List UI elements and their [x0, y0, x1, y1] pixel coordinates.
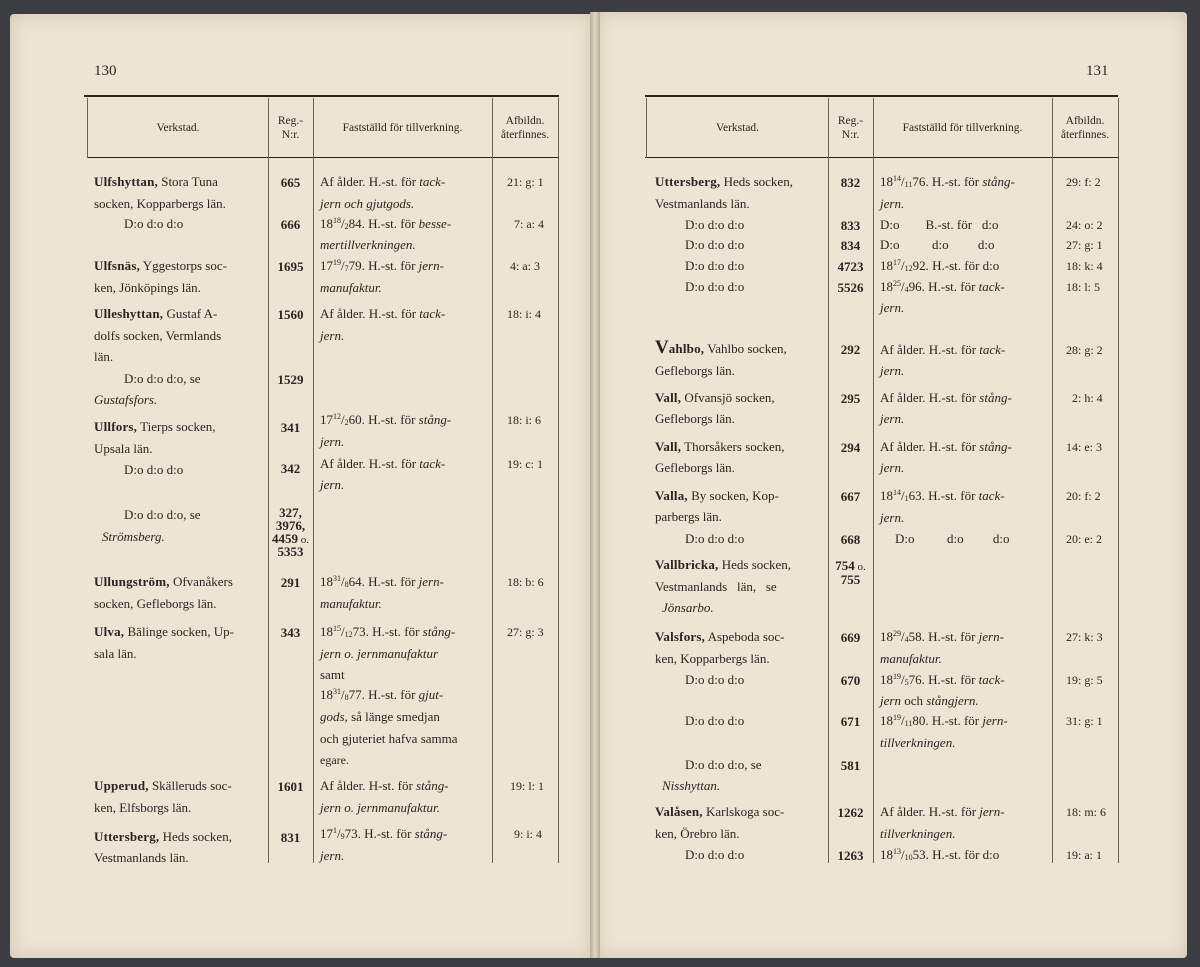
header-afbild: Afbildn. återfinnes. — [1060, 115, 1110, 141]
entry-faststald-cont: jern. — [880, 510, 905, 525]
book-gutter — [590, 12, 600, 958]
entry-faststald-cont: tillverkningen. — [880, 735, 956, 750]
entry-faststald: $18^{25}/_496$. H.-st. för tack- — [880, 279, 1005, 294]
entry-reg: 1262 — [837, 805, 864, 820]
entry-faststald: Af ålder. H.-st. för stång- — [880, 439, 1012, 454]
entry-afbild: 9: i: 4 — [514, 827, 543, 841]
entry-faststald: $17^{19}/_779$. H.-st. för jern- — [320, 258, 444, 273]
entry-reg: 342 — [280, 461, 301, 476]
column-divider — [1052, 98, 1053, 863]
entry-afbild: 21: g: 1 — [507, 175, 544, 189]
entry-faststald: $17^1/_973$. H.-st. för stång- — [320, 826, 448, 841]
entry-faststald-cont: tillverkningen. — [880, 826, 956, 841]
entry-faststald-cont: jern och gjutgods. — [320, 196, 415, 211]
entry-reg: 3976, — [275, 518, 306, 533]
entry-verkstad: D:o d:o d:o, se — [124, 371, 201, 386]
entry-verkstad-cont: ken, Elfsborgs län. — [94, 800, 192, 815]
entry-afbild: 27: k: 3 — [1066, 630, 1103, 644]
entry-reg: 1529 — [277, 372, 304, 387]
entry-faststald-cont: $18^{31}/_877$. H.-st. för gjut- — [320, 687, 444, 702]
entry-verkstad: D:o d:o d:o — [685, 713, 745, 728]
entry-reg: 343 — [280, 625, 301, 640]
entry-reg: 671 — [840, 714, 861, 729]
header-verkstad: Verkstad. — [715, 122, 760, 134]
entry-reg: 669 — [840, 630, 861, 645]
entry-reg: 1263 — [837, 848, 864, 863]
entry-verkstad: Ulva, Bälinge socken, Up- — [94, 624, 235, 639]
entry-afbild: 19: c: 1 — [507, 457, 543, 471]
entry-afbild: 20: e: 2 — [1066, 532, 1102, 546]
entry-faststald-cont: manufaktur. — [320, 280, 382, 295]
entry-reg: 834 — [840, 238, 861, 253]
entry-faststald: $18^{14}/_{11}76$. H.-st. för stång- — [880, 174, 1015, 189]
entry-verkstad-cont: Gefleborgs län. — [655, 411, 735, 426]
entry-reg: 5526 — [837, 280, 864, 295]
entry-afbild: 18: b: 6 — [507, 575, 544, 589]
page-number-left: 130 — [94, 63, 117, 79]
entry-reg: 4459 o. — [272, 531, 309, 546]
entry-reg: 291 — [280, 575, 301, 590]
entry-verkstad-cont: ken, Kopparbergs län. — [655, 651, 770, 666]
entry-faststald: Af ålder. H-st. för stång- — [320, 778, 449, 793]
entry-reg: 667 — [840, 489, 861, 504]
entry-reg: 754 o. — [835, 558, 866, 573]
entry-verkstad-cont: Vestmanlands län, se — [655, 579, 777, 594]
entry-verkstad-cont: socken, Kopparbergs län. — [94, 196, 226, 211]
entry-faststald: $18^{18}/_284$. H.-st. för besse- — [320, 216, 452, 231]
entry-faststald-cont: jern. — [880, 300, 905, 315]
entry-reg: 1695 — [277, 259, 304, 274]
entry-afbild: 7: a: 4 — [514, 217, 544, 231]
entry-reg: 666 — [280, 217, 301, 232]
entry-reg: 1601 — [277, 779, 304, 794]
header-faststald: Fastställd för tillverkning. — [902, 122, 1023, 134]
entry-faststald: Af ålder. H.-st. för stång- — [880, 390, 1012, 405]
header-faststald: Fastställd för tillverkning. — [342, 122, 463, 134]
entry-faststald-cont: jern. — [320, 848, 345, 863]
entry-afbild: 18: m: 6 — [1066, 805, 1107, 819]
entry-verkstad: Vall, Ofvansjö socken, — [655, 390, 775, 405]
entry-faststald-cont: gods, så länge smedjan — [320, 709, 440, 724]
entry-verkstad: Vallbricka, Heds socken, — [655, 557, 792, 572]
entry-verkstad: Uttersberg, Heds socken, — [655, 174, 793, 189]
entry-reg: 4723 — [837, 259, 864, 274]
entry-faststald: $18^{15}/_{12}73$. H.-st. för stång- — [320, 624, 456, 639]
entry-verkstad: Ulleshyttan, Gustaf A- — [94, 306, 218, 321]
entry-faststald: Af ålder. H.-st. för tack- — [320, 306, 446, 321]
header-afbild: Afbildn. återfinnes. — [500, 115, 550, 141]
entry-reg: 755 — [840, 572, 861, 587]
page-number-right: 131 — [1086, 63, 1109, 79]
entry-verkstad-cont: Gefleborgs län. — [655, 363, 735, 378]
entry-faststald-cont: jern. — [320, 328, 345, 343]
entry-faststald-cont: och gjuteriet hafva samma — [320, 731, 458, 746]
entry-verkstad-cont: parbergs län. — [655, 509, 722, 524]
entry-afbild: 28: g: 2 — [1066, 343, 1103, 357]
entry-verkstad: Ullungström, Ofvanåkers — [94, 574, 233, 589]
entry-verkstad: Ulfsnäs, Yggestorps soc- — [94, 258, 227, 273]
entry-afbild: 18: i: 4 — [507, 307, 542, 321]
entry-faststald-cont: manufaktur. — [880, 651, 942, 666]
entry-verkstad-cont: ken, Jönköpings län. — [94, 280, 201, 295]
table-top-rule — [84, 95, 559, 97]
column-divider — [268, 98, 269, 863]
entry-verkstad-cont: Strömsberg. — [102, 529, 165, 544]
entry-verkstad: D:o d:o d:o — [685, 672, 745, 687]
entry-verkstad: D:o d:o d:o — [124, 216, 184, 231]
entry-reg: 833 — [840, 218, 861, 233]
entry-faststald-cont: jern o. jernmanufaktur — [320, 646, 439, 661]
column-divider — [313, 98, 314, 863]
entry-afbild: 18: l: 5 — [1066, 280, 1101, 294]
entry-verkstad: D:o d:o d:o — [124, 462, 184, 477]
entry-afbild: 27: g: 1 — [1066, 238, 1103, 252]
entry-verkstad: Uttersberg, Heds socken, — [94, 829, 232, 844]
entry-faststald: Af ålder. H.-st. för jern- — [880, 804, 1005, 819]
entry-verkstad-cont: Vestmanlands län. — [94, 850, 189, 865]
entry-verkstad: Ulfshyttan, Stora Tuna — [94, 174, 218, 189]
entry-reg: 832 — [840, 175, 861, 190]
entry-verkstad: Valsfors, Aspeboda soc- — [655, 629, 785, 644]
entry-reg: 295 — [840, 391, 861, 406]
entry-afbild: 29: f: 2 — [1066, 175, 1101, 189]
entry-verkstad-cont: Nisshyttan. — [662, 778, 721, 793]
entry-reg: 670 — [840, 673, 861, 688]
header-bottom-rule — [645, 157, 1118, 158]
entry-afbild: 14: e: 3 — [1066, 440, 1102, 454]
entry-faststald-cont: jern och stångjern. — [880, 693, 979, 708]
entry-faststald: D:o d:o d:o — [880, 237, 995, 252]
entry-faststald: Af ålder. H.-st. för tack- — [320, 174, 446, 189]
entry-verkstad: D:o d:o d:o — [685, 847, 745, 862]
entry-afbild: 20: f: 2 — [1066, 489, 1101, 503]
entry-verkstad-cont: län. — [94, 349, 114, 364]
entry-faststald: $18^{31}/_864$. H.-st. för jern- — [320, 574, 444, 589]
entry-faststald-cont: jern. — [320, 477, 345, 492]
entry-verkstad: D:o d:o d:o, se — [685, 757, 762, 772]
entry-faststald: $18^{29}/_458$. H.-st. för jern- — [880, 629, 1004, 644]
column-divider — [1118, 98, 1119, 863]
entry-afbild: 18: k: 4 — [1066, 259, 1103, 273]
entry-faststald: $18^{19}/_576$. H.-st. för tack- — [880, 672, 1005, 687]
entry-verkstad: Ullfors, Tierps socken, — [94, 419, 216, 434]
entry-afbild: 19: l: 1 — [510, 779, 545, 793]
entry-faststald-cont: manufaktur. — [320, 596, 382, 611]
entry-verkstad-cont: Gustafsfors. — [94, 392, 158, 407]
entry-faststald: D:o B.-st. för d:o — [880, 217, 999, 232]
entry-verkstad-cont: Vestmanlands län. — [655, 196, 750, 211]
entry-afbild: 27: g: 3 — [507, 625, 544, 639]
entry-verkstad: D:o d:o d:o — [685, 279, 745, 294]
column-divider — [492, 98, 493, 863]
entry-faststald-cont: jern. — [320, 434, 345, 449]
entry-reg: 294 — [840, 440, 861, 455]
entry-verkstad: D:o d:o d:o — [685, 258, 745, 273]
entry-verkstad-cont: ken, Örebro län. — [655, 826, 740, 841]
entry-verkstad: D:o d:o d:o, se — [124, 507, 201, 522]
entry-verkstad-cont: Gefleborgs län. — [655, 460, 735, 475]
entry-verkstad: Valåsen, Karlskoga soc- — [655, 804, 785, 819]
entry-afbild: 19: a: 1 — [1066, 848, 1102, 862]
entry-reg: 665 — [280, 175, 301, 190]
entry-faststald: $18^{13}/_{10}53$. H.-st. för d:o — [880, 847, 1000, 862]
entry-faststald-cont: jern. — [880, 196, 905, 211]
entry-afbild: 18: i: 6 — [507, 413, 542, 427]
entry-verkstad-cont: sala län. — [94, 646, 137, 661]
table-top-rule — [645, 95, 1118, 97]
entry-reg: 1560 — [277, 307, 304, 322]
entry-afbild: 2: h: 4 — [1072, 391, 1103, 405]
entry-verkstad-cont: dolfs socken, Vermlands — [94, 328, 222, 343]
entry-faststald: Af ålder. H.-st. för tack- — [320, 456, 446, 471]
column-divider — [558, 98, 559, 863]
entry-faststald-cont: egare. — [320, 753, 349, 767]
entry-verkstad-cont: socken, Gefleborgs län. — [94, 596, 217, 611]
entry-reg: 5353 — [277, 544, 304, 559]
entry-reg: 292 — [840, 342, 861, 357]
header-reg: Reg.- N:r. — [277, 115, 304, 141]
entry-reg: 668 — [840, 532, 861, 547]
header-bottom-rule — [88, 157, 559, 158]
left-page — [10, 14, 592, 958]
header-reg: Reg.- N:r. — [837, 115, 864, 141]
entry-faststald: Af ålder. H.-st. för tack- — [880, 342, 1006, 357]
entry-faststald-cont: samt — [320, 667, 345, 682]
entry-verkstad: D:o d:o d:o — [685, 531, 745, 546]
entry-verkstad: Upperud, Skälleruds soc- — [94, 778, 232, 793]
entry-faststald: $18^{19}/_{11}80$. H.-st. för jern- — [880, 713, 1008, 728]
entry-verkstad: Valla, By socken, Kop- — [655, 488, 779, 503]
entry-afbild: 31: g: 1 — [1066, 714, 1103, 728]
entry-afbild: 19: g: 5 — [1066, 673, 1103, 687]
entry-verkstad-cont: Jönsarbo. — [662, 600, 714, 615]
entry-afbild: 24: o: 2 — [1066, 218, 1103, 232]
entry-verkstad: D:o d:o d:o — [685, 217, 745, 232]
entry-verkstad-cont: Upsala län. — [94, 441, 153, 456]
entry-verkstad: Vall, Thorsåkers socken, — [655, 439, 785, 454]
entry-faststald-cont: jern. — [880, 411, 905, 426]
entry-reg: 327, — [279, 505, 302, 520]
entry-faststald: $17^{12}/_260$. H.-st. för stång- — [320, 412, 452, 427]
header-verkstad: Verkstad. — [156, 122, 200, 134]
entry-reg: 341 — [280, 420, 301, 435]
entry-faststald: D:o d:o d:o — [895, 531, 1010, 546]
entry-faststald-cont: jern. — [880, 460, 905, 475]
entry-faststald-cont: mertillverkningen. — [320, 237, 416, 252]
entry-faststald: $18^{17}/_{12}92$. H.-st. för d:o — [880, 258, 1000, 273]
entry-faststald-cont: jern. — [880, 363, 905, 378]
entry-verkstad: Vahlbo, Vahlbo socken, — [655, 337, 787, 358]
column-divider — [873, 98, 874, 863]
entry-afbild: 4: a: 3 — [510, 259, 540, 273]
entry-verkstad: D:o d:o d:o — [685, 237, 745, 252]
entry-reg: 831 — [280, 830, 301, 845]
entry-faststald-cont: jern o. jernmanufaktur. — [320, 800, 440, 815]
entry-reg: 581 — [840, 758, 861, 773]
entry-faststald: $18^{14}/_163$. H.-st. för tack- — [880, 488, 1005, 503]
column-divider — [828, 98, 829, 863]
